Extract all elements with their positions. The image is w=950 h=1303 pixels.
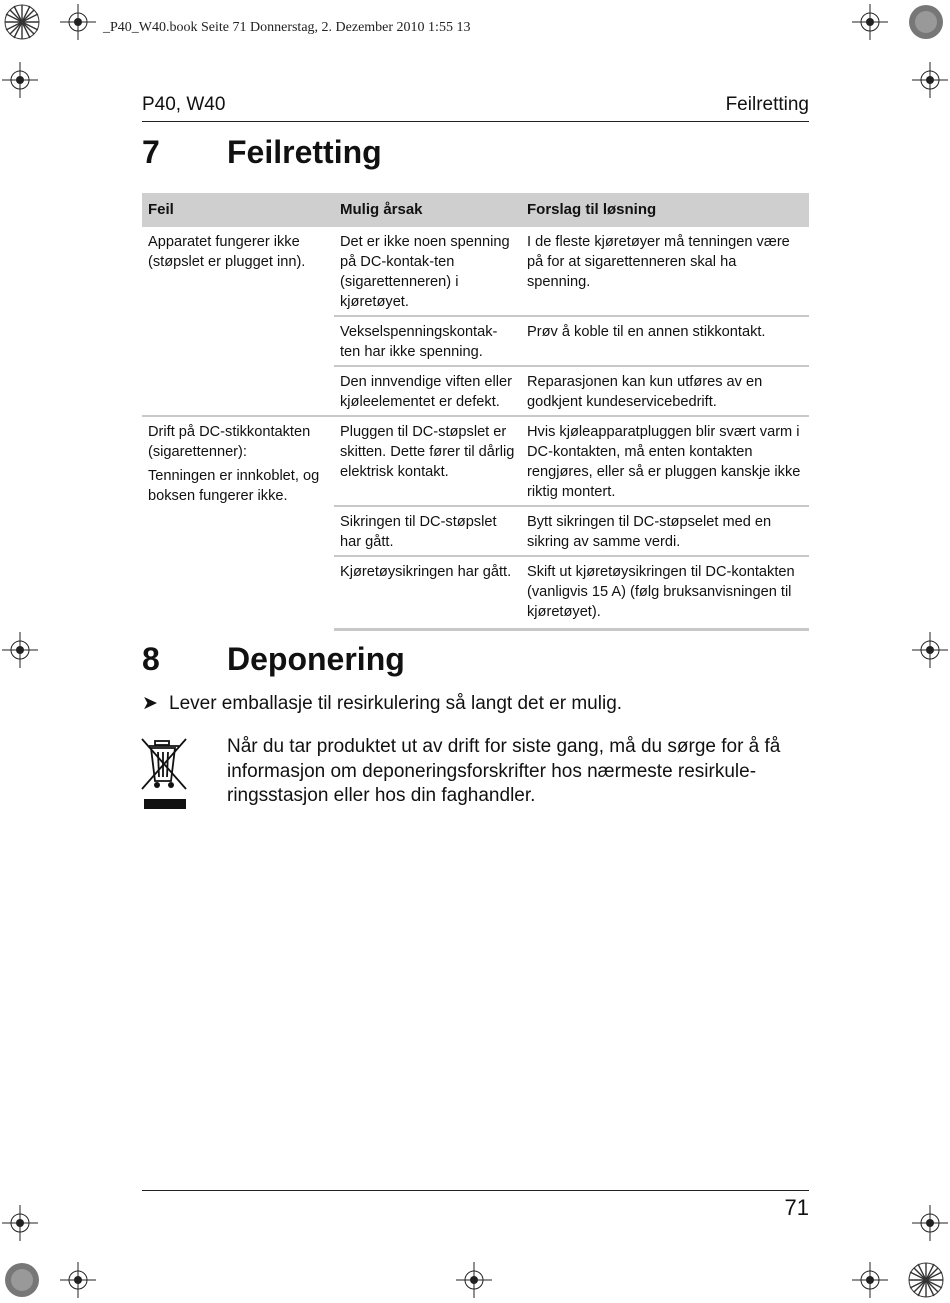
table-header-row: [142, 193, 809, 227]
fault-cell: [142, 227, 334, 416]
registration-mark-bottom-right: [852, 1262, 888, 1298]
print-target-bottom-right: [908, 1262, 944, 1298]
fault-cell: [142, 416, 334, 630]
table-row: [142, 227, 809, 316]
troubleshooting-table: [142, 193, 809, 631]
cause-cell: Sikringen til DC-støpslet har gått.: [334, 506, 521, 556]
cause-cell: Vekselspenningskontak-ten har ikke spenning.: [334, 316, 521, 366]
registration-mark-top-right: [852, 4, 888, 40]
registration-mark-right-middle: [912, 632, 948, 668]
arrow-bullet-icon: ➤: [142, 693, 158, 714]
running-header-model: P40, W40: [142, 94, 226, 115]
print-target-bottom-left: [4, 1262, 40, 1298]
instruction-text: Lever emballasje til resirkulering så langt det er mulig.: [169, 693, 623, 714]
cause-cell: Den innvendige viften eller kjøleelementet er defekt.: [334, 366, 521, 416]
fault-condition-text: Tenningen er innkoblet, og boksen fungerer ikke.: [148, 468, 320, 504]
section-8-number: 8: [142, 641, 160, 677]
registration-mark-bottom-center: [456, 1262, 492, 1298]
section-7-number: 7: [142, 134, 160, 170]
page-number: 71: [784, 1195, 809, 1220]
fault-text: Drift på DC-stikkontakten (sigarettenner):: [148, 424, 311, 460]
column-header-fault: Feil: [142, 193, 334, 227]
registration-mark-bottom-left: [60, 1262, 96, 1298]
cause-cell: Kjøretøysikringen har gått.: [334, 556, 521, 630]
header-rule: [142, 121, 809, 122]
print-target-top-left: [4, 4, 40, 40]
instruction-bullet: [142, 692, 622, 715]
footer-rule: [142, 1190, 809, 1191]
print-slug: _P40_W40.book Seite 71 Donnerstag, 2. Dezember 2010 1:55 13: [103, 20, 471, 35]
registration-mark-left-upper: [2, 62, 38, 98]
print-target-top-right: [908, 4, 944, 40]
column-header-cause: Mulig årsak: [334, 193, 521, 227]
column-header-remedy: Forslag til løsning: [521, 193, 809, 227]
section-8-title: Deponering: [227, 641, 405, 677]
cause-cell: Det er ikke noen spenning på DC-kontak-ten (sigarettenneren) i kjøretøyet.: [340, 234, 510, 310]
remedy-cell: Bytt sikringen til DC-støpselet med en sikring av samme verdi.: [521, 506, 809, 556]
remedy-cell: Hvis kjøleapparatpluggen blir svært varm i DC-kontakten, må enten kontakten rengjøres, eller så er pluggen kanskje ikke riktig montert.: [521, 416, 809, 506]
remedy-cell: Reparasjonen kan kun utføres av en godkjent kundeservicebedrift.: [521, 366, 809, 416]
disposal-paragraph: Når du tar produktet ut av drift for siste gang, må du sørge for å få informasjon om deponeringsforskrifter hos nærmeste resirkule-ringsstasjon eller hos din faghandler.: [227, 736, 781, 806]
registration-mark-left-middle: [2, 632, 38, 668]
fault-text: Apparatet fungerer ikke (støpslet er plugget inn).: [148, 234, 306, 270]
remedy-cell: I de fleste kjøretøyer må tenningen være på for at sigarettenneren skal ha spenning.: [527, 234, 790, 290]
cause-cell: Pluggen til DC-støpslet er skitten. Dette fører til dårlig elektrisk kontakt.: [334, 416, 521, 506]
registration-mark-right-upper: [912, 62, 948, 98]
running-header-chapter: Feilretting: [725, 94, 809, 115]
section-7-title: Feilretting: [227, 134, 382, 170]
registration-mark-right-lower: [912, 1205, 948, 1241]
registration-mark-top-left: [60, 4, 96, 40]
table-row: [142, 416, 809, 506]
registration-mark-left-lower: [2, 1205, 38, 1241]
weee-crossed-bin-icon: [141, 737, 187, 811]
remedy-cell: Skift ut kjøretøysikringen til DC-kontakten (vanligvis 15 A) (følg bruksanvisningen til kjøretøyet).: [521, 556, 809, 630]
remedy-cell: Prøv å koble til en annen stikkontakt.: [521, 316, 809, 366]
